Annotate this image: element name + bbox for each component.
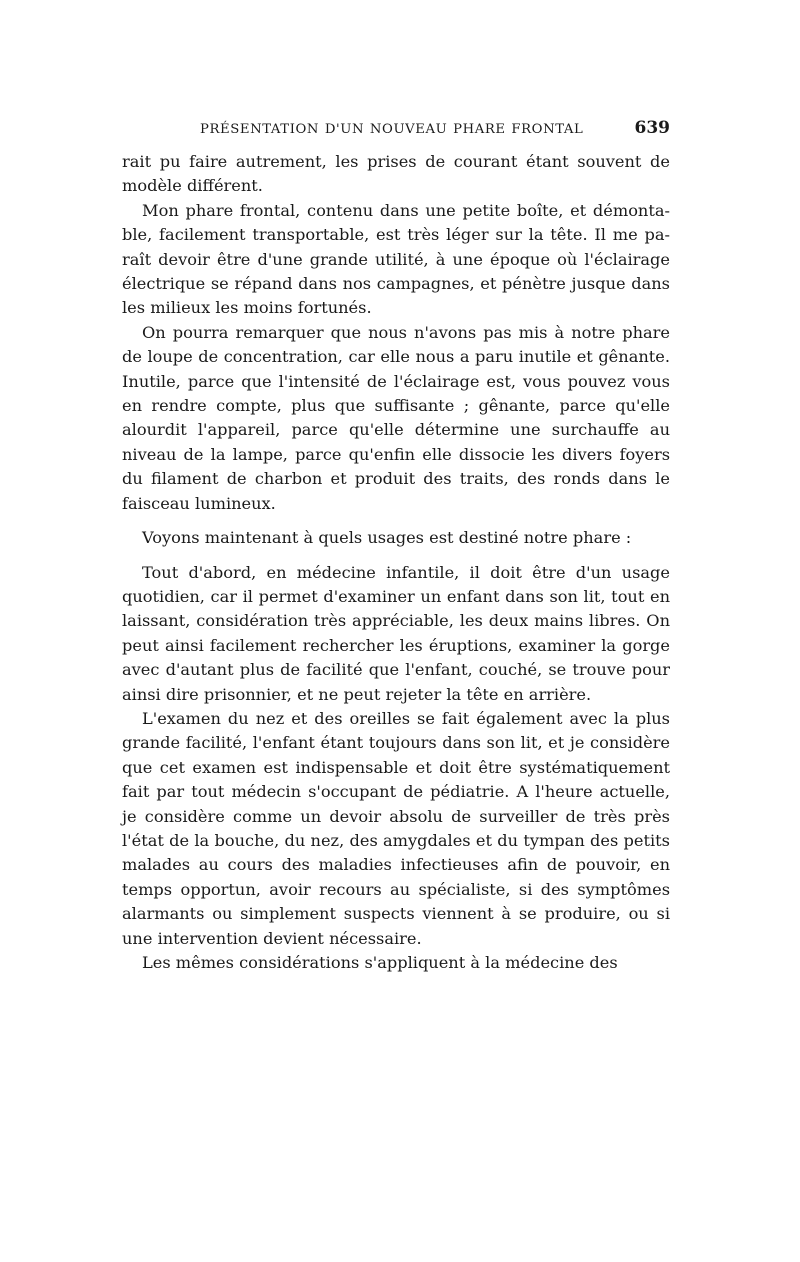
paragraph-continuation: rait pu faire autrement, les prises de courant étant souvent de modèle différent. [122, 152, 670, 196]
paragraph-loupe: On pourra remarquer que nous n'avons pas mis à notre phare de loupe de concentration, car elle nous a paru inutile et gênante. Inutile, parce que l'intensité de l'éclairage est, vous pouvez vous en rendre compte, plus que suffisante ; gênante, parce qu'elle alourdit l'appareil, parce qu'elle détermine une surchauffe au niveau de la lampe, parce qu'enfin elle dissocie les divers foyers du filament de charbon et produit des traits, des ronds dans le faisceau lumineux. [122, 322, 670, 513]
body-text [122, 150, 670, 975]
paragraph-medecine-infantile: Tout d'abord, en médecine infantile, il doit être d'un usage quotidien, car il permet d'examiner un enfant dans son lit, tout en laissant, considération très appréciable, les deux mains libres. On peut ainsi facilement rechercher les éruptions, examiner la gorge avec d'autant plus de facilité que l'enfant, couché, se trouve pour ainsi dire prisonnier, et ne peut rejeter la tête en arrière. [122, 562, 670, 704]
page-number: 639 [634, 118, 670, 138]
paragraph-nez-oreilles: L'examen du nez et des oreilles se fait également avec la plus grande facilité, l'enfant étant toujours dans son lit, et je considère que cet examen est indispensable et doit être systématiquement fait par tout médecin s'occupant de pédiatrie. A l'heure actuelle, je considère comme un devoir absolu de surveiller de très près l'état de la bouche, du nez, des amygdales et du tympan des petits malades au cours des maladies infectieuses afin de pouvoir, en temps opportun, avoir recours au spécialiste, si des symptômes alarmants ou simplement suspects viennent à se produire, ou si une intervention devient nécessaire. [122, 708, 670, 948]
paragraph-memes-considerations: Les mêmes considérations s'appliquent à la médecine des [142, 953, 618, 972]
running-header [200, 118, 670, 142]
paragraph-phare-frontal: Mon phare frontal, contenu dans une petite boîte, et démontable, facilement transportable, est très léger sur la tête. Il me paraît devoir être d'une grande utilité, à une époque où l'éclairage électrique se répand dans nos campagnes, et pénètre jusque dans les milieux les moins fortunés. [122, 200, 670, 318]
running-title: PRÉSENTATION D'UN NOUVEAU PHARE FRONTAL [200, 122, 584, 137]
paragraph-usages: Voyons maintenant à quels usages est destiné notre phare : [142, 528, 632, 548]
